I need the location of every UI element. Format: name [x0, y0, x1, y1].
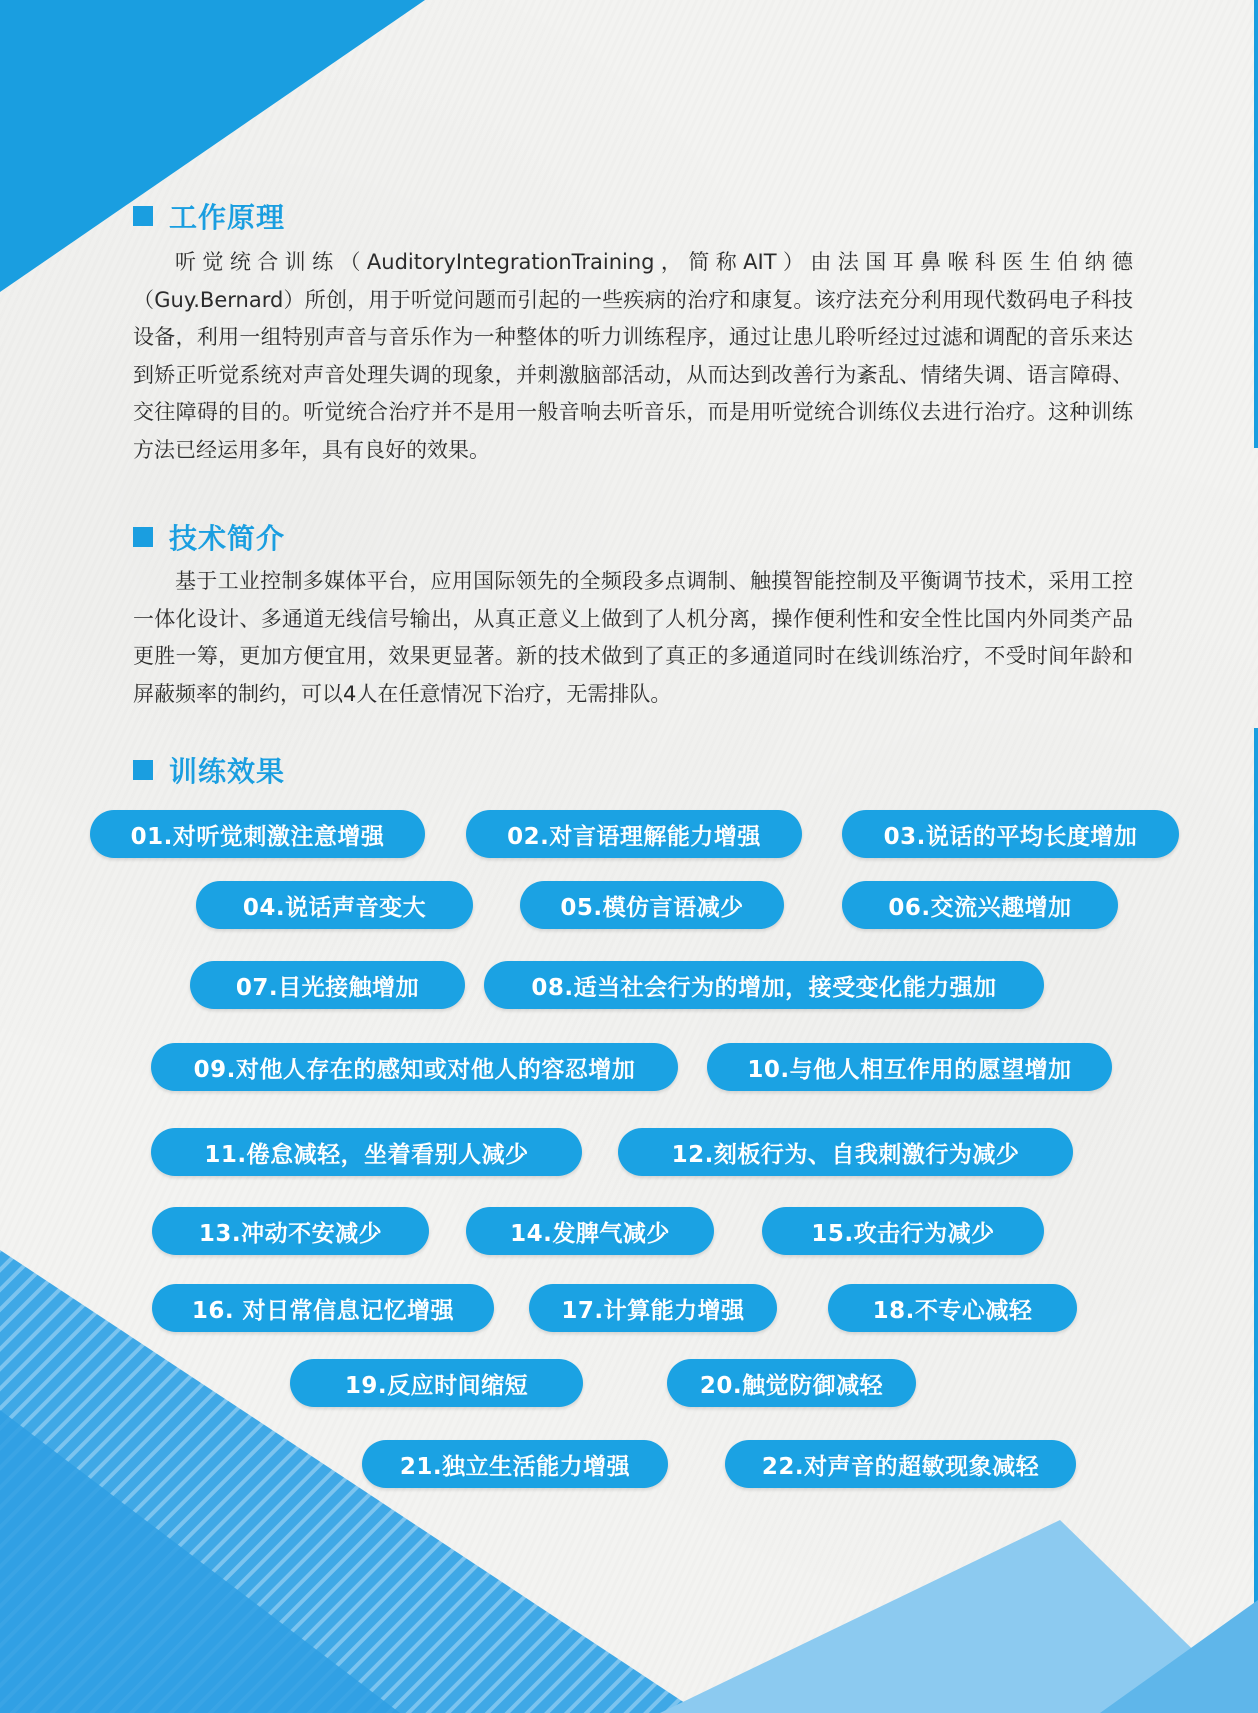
section-title-text: 工作原理	[169, 201, 286, 234]
section-title-training-effects	[133, 750, 285, 790]
effect-pill-07: 07.目光接触增加	[190, 961, 465, 1009]
effect-pill-21: 21.独立生活能力增强	[362, 1440, 668, 1488]
effect-pill-19: 19.反应时间缩短	[290, 1359, 583, 1407]
effect-pill-03: 03.说话的平均长度增加	[842, 810, 1179, 858]
effect-pill-22: 22.对声音的超敏现象减轻	[725, 1440, 1076, 1488]
effect-pill-04: 04.说话声音变大	[196, 881, 473, 929]
effect-pill-10: 10.与他人相互作用的愿望增加	[707, 1043, 1112, 1091]
effect-pill-05: 05.模仿言语减少	[520, 881, 784, 929]
square-bullet-icon	[133, 527, 153, 547]
section-title-text: 技术简介	[169, 522, 286, 555]
effect-pill-15: 15.攻击行为减少	[762, 1207, 1044, 1255]
effect-pill-02: 02.对言语理解能力增强	[466, 810, 802, 858]
effect-pill-18: 18.不专心减轻	[828, 1284, 1077, 1332]
working-principle-paragraph: 听觉统合训练（AuditoryIntegrationTraining，简称AIT）由法国耳鼻喉科医生伯纳德（Guy.Bernard）所创，用于听觉问题而引起的一些疾病的治疗和康复。该疗法充分利用现代数码电子科技设备，利用一组特别声音与音乐作为一种整体的听力训练程序，通过让患儿聆听经过过滤和调配的音乐来达到矫正听觉系统对声音处理失调的现象，并刺激脑部活动，从而达到改善行为紊乱、情绪失调、语言障碍、交往障碍的目的。听觉统合治疗并不是用一般音响去听音乐，而是用听觉统合训练仪去进行治疗。这种训练方法已经运用多年，具有良好的效果。	[133, 250, 1133, 462]
technology-paragraph: 基于工业控制多媒体平台，应用国际领先的全频段多点调制、触摸智能控制及平衡调节技术，采用工控一体化设计、多通道无线信号输出，从真正意义上做到了人机分离，操作便利性和安全性比国内外同类产品更胜一筹，更加方便宜用，效果更显著。新的技术做到了真正的多通道同时在线训练治疗，不受时间年龄和屏蔽频率的制约，可以4人在任意情况下治疗，无需排队。	[133, 569, 1133, 706]
effect-pill-13: 13.冲动不安减少	[152, 1207, 429, 1255]
effect-pill-06: 06.交流兴趣增加	[842, 881, 1118, 929]
effect-pill-12: 12.刻板行为、自我刺激行为减少	[618, 1128, 1073, 1176]
section-title-text: 训练效果	[169, 755, 286, 788]
square-bullet-icon	[133, 760, 153, 780]
square-bullet-icon	[133, 206, 153, 226]
effect-pill-11: 11.倦怠减轻，坐着看别人减少	[151, 1128, 582, 1176]
effect-pill-20: 20.触觉防御减轻	[667, 1359, 916, 1407]
effect-pill-09: 09.对他人存在的感知或对他人的容忍增加	[151, 1043, 678, 1091]
effect-pill-17: 17.计算能力增强	[529, 1284, 777, 1332]
effect-pill-16: 16. 对日常信息记忆增强	[152, 1284, 494, 1332]
effect-pill-01: 01.对听觉刺激注意增强	[90, 810, 425, 858]
section-title-working-principle	[133, 196, 285, 236]
effect-pill-08: 08.适当社会行为的增加，接受变化能力强加	[484, 961, 1044, 1009]
section-title-technology	[133, 517, 285, 557]
effect-pill-14: 14.发脾气减少	[466, 1207, 714, 1255]
